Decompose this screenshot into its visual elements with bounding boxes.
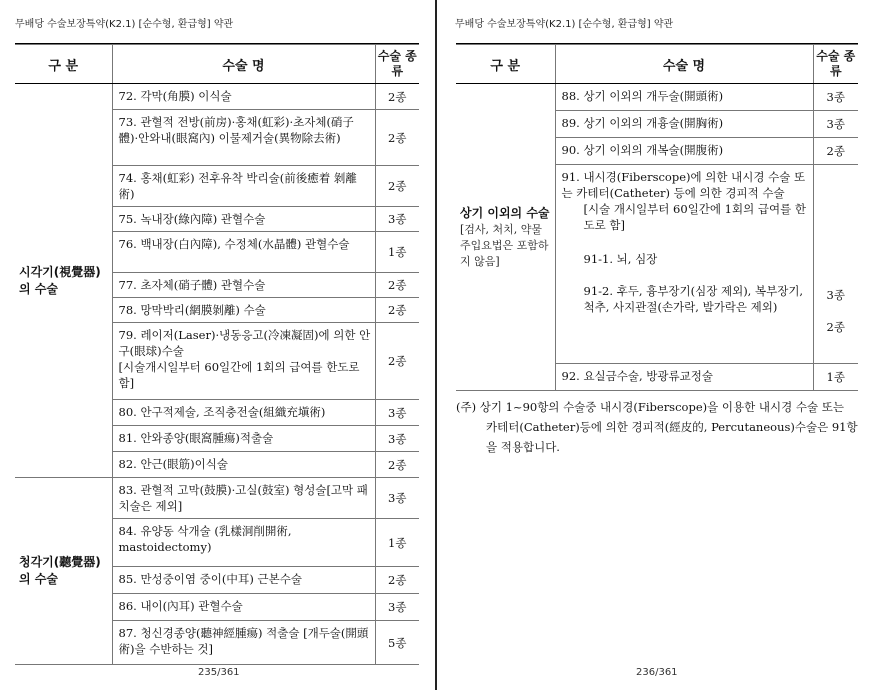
table-row: 81. 안와종양(眼窩腫瘍)적출술 bbox=[112, 426, 375, 452]
grade-cell: 2종 bbox=[375, 452, 419, 478]
surgery-table-left bbox=[15, 44, 419, 665]
grade-91-2: 2종 bbox=[826, 320, 845, 334]
table-row: 80. 안구적제술, 조직충전술(組織充塡術) bbox=[112, 400, 375, 426]
grade-cell: 1종 bbox=[813, 364, 858, 391]
column-header-category: 구 분 bbox=[456, 45, 555, 84]
table-row: 92. 요실금수술, 방광류교정술 bbox=[555, 364, 813, 391]
table-row: 84. 유양동 삭개술 (乳樣洞削開術, mastoidectomy) bbox=[112, 519, 375, 567]
grade-cell: 2종 bbox=[375, 273, 419, 298]
grade-91-1: 3종 bbox=[826, 288, 845, 302]
column-header-procedure: 수술 명 bbox=[112, 45, 375, 84]
grade-cell: 2종 bbox=[375, 567, 419, 594]
grade-cell: 3종 bbox=[375, 594, 419, 621]
column-header-category: 구 분 bbox=[15, 45, 112, 84]
table-row: 72. 각막(角膜) 이식술 bbox=[112, 84, 375, 110]
grade-cell: 3종 bbox=[813, 84, 858, 111]
table-row: 83. 관혈적 고막(鼓膜)·고실(鼓室) 형성술[고막 패치술은 제외] bbox=[112, 478, 375, 519]
grade-cell: 3종 bbox=[375, 426, 419, 452]
grade-cell: 2종 bbox=[375, 323, 419, 400]
table-row: 90. 상기 이외의 개복술(開腹術) bbox=[555, 138, 813, 165]
footnote-text: (주) 상기 1~90항의 수술중 내시경(Fiberscope)을 이용한 내시경 수술 또는 카테터(Catheter)등에 의한 경피적(經皮的, Percutaneous)수술은 91항을 적용합니다. bbox=[456, 400, 858, 454]
grade-cell: 3종 bbox=[813, 111, 858, 138]
grade-cell: 2종 bbox=[375, 84, 419, 110]
page-number: 235/361 bbox=[198, 667, 240, 678]
surgery-table-right bbox=[456, 44, 858, 391]
table-row: 78. 망막박리(網膜剝離) 수술 bbox=[112, 298, 375, 323]
page-header: 무배당 수술보장특약(K2.1) [순수형, 환급형] 약관 bbox=[15, 19, 234, 30]
table-row: 75. 녹내장(綠內障) 관혈수술 bbox=[112, 207, 375, 232]
table-row: 87. 청신경종양(聽神經腫瘍) 적출술 [개두술(開頭術)을 수반하는 것] bbox=[112, 621, 375, 665]
page-header: 무배당 수술보장특약(K2.1) [순수형, 환급형] 약관 bbox=[455, 19, 674, 30]
page-236 bbox=[438, 0, 870, 690]
table-row bbox=[112, 323, 375, 400]
table-row: 86. 내이(內耳) 관혈수술 bbox=[112, 594, 375, 621]
table-row: 77. 초자체(硝子體) 관혈수술 bbox=[112, 273, 375, 298]
grade-cell: 1종 bbox=[375, 232, 419, 273]
table-row: 88. 상기 이외의 개두술(開頭術) bbox=[555, 84, 813, 111]
category-note: [검사, 처치, 약물주입요법은 포함하지 않음] bbox=[460, 222, 549, 268]
column-header-grade: 수술 종류 bbox=[813, 45, 858, 84]
category-auditory: 청각기(聽覺器)의 수술 bbox=[15, 478, 112, 665]
grade-cell: 1종 bbox=[375, 519, 419, 567]
category-title: 상기 이외의 수술 bbox=[460, 205, 550, 220]
subitem-91-2: 91-2. 후두, 흉부장기(심장 제외), 복부장기, 척추, 사지관절(손가락, 발가락은 제외) bbox=[583, 284, 804, 314]
table-row: 89. 상기 이외의 개흉술(開胸術) bbox=[555, 111, 813, 138]
grade-cell: 2종 bbox=[375, 110, 419, 166]
grade-cell bbox=[813, 165, 858, 364]
row-text: 91. 내시경(Fiberscope)에 의한 내시경 수술 또는 카테터(Catheter) 등에 의한 경피적 수술 bbox=[561, 170, 806, 200]
table-row: 74. 홍채(虹彩) 전후유착 박리술(前後癒着 剝離術) bbox=[112, 166, 375, 207]
grade-cell: 3종 bbox=[375, 207, 419, 232]
table-row: 85. 만성중이염 중이(中耳) 근본수술 bbox=[112, 567, 375, 594]
grade-cell: 2종 bbox=[375, 298, 419, 323]
table-row bbox=[555, 165, 813, 364]
row-text: 79. 레이저(Laser)·냉동응고(冷凍凝固)에 의한 안구(眼球)수술 bbox=[118, 328, 371, 358]
page-number: 236/361 bbox=[636, 667, 678, 678]
table-row: 76. 백내장(白內障), 수정체(水晶體) 관혈수술 bbox=[112, 232, 375, 273]
row-note: [시술 개시일부터 60일간에 1회의 급여를 한도로 함] bbox=[583, 202, 806, 232]
footnote bbox=[456, 397, 858, 457]
subitem-91-1: 91-1. 뇌, 심장 bbox=[583, 252, 658, 266]
table-row: 73. 관혈적 전방(前房)·홍채(虹彩)·초자체(硝子體)·안와내(眼窩內) 이물제거술(異物除去術) bbox=[112, 110, 375, 166]
column-header-grade: 수술 종류 bbox=[375, 45, 419, 84]
table-row: 82. 안근(眼筋)이식술 bbox=[112, 452, 375, 478]
grade-cell: 2종 bbox=[375, 166, 419, 207]
column-header-procedure: 수술 명 bbox=[555, 45, 813, 84]
category-visual: 시각기(視覺器)의 수술 bbox=[15, 84, 112, 478]
grade-cell: 2종 bbox=[813, 138, 858, 165]
category-other bbox=[456, 84, 555, 391]
grade-cell: 5종 bbox=[375, 621, 419, 665]
grade-cell: 3종 bbox=[375, 400, 419, 426]
row-note: [시술개시일부터 60일간에 1회의 급여를 한도로 함] bbox=[118, 360, 360, 390]
grade-cell: 3종 bbox=[375, 478, 419, 519]
